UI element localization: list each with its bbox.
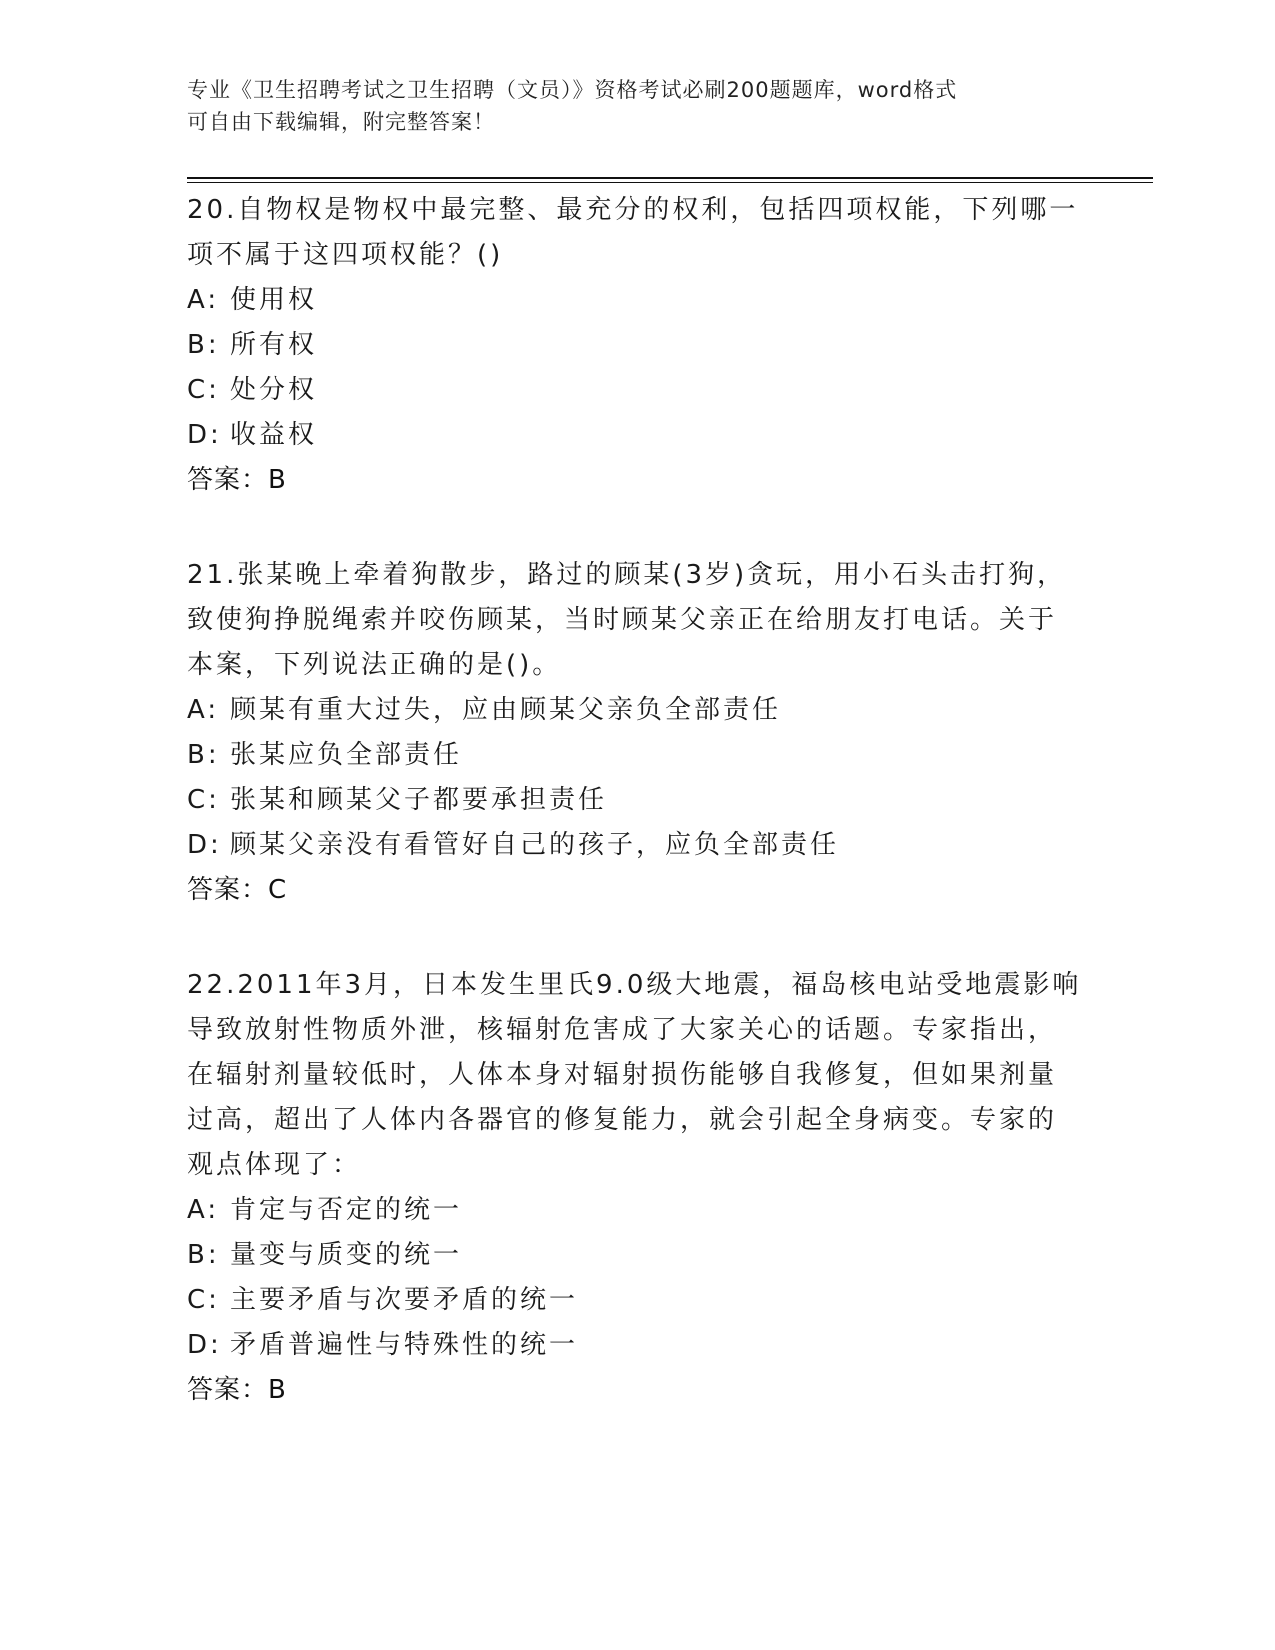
option-c xyxy=(187,1278,1087,1323)
option-text: 张某和顾某父子都要承担责任 xyxy=(230,785,608,815)
header-line-1: 专业《卫生招聘考试之卫生招聘（文员）》资格考试必刷200题题库，word格式 xyxy=(187,78,958,102)
option-text: 使用权 xyxy=(230,285,318,315)
question-stem-line: 20.自物权是物权中最完整、最充分的权利，包括四项权能，下列哪一 xyxy=(187,195,1079,225)
header-divider-thick xyxy=(187,177,1153,179)
option-key: B: xyxy=(187,740,220,770)
question-stem-line: 本案，下列说法正确的是()。 xyxy=(187,650,562,680)
option-a xyxy=(187,688,1087,733)
answer-line: 答案：B xyxy=(187,1375,287,1405)
option-text: 顾某父亲没有看管好自己的孩子，应负全部责任 xyxy=(230,830,840,860)
question-22 xyxy=(187,963,1087,1413)
option-key: C: xyxy=(187,1285,220,1315)
option-text: 顾某有重大过失，应由顾某父亲负全部责任 xyxy=(230,695,782,725)
option-text: 所有权 xyxy=(230,330,318,360)
option-c xyxy=(187,368,1087,413)
option-b xyxy=(187,1233,1087,1278)
option-key: D: xyxy=(187,830,222,860)
option-a xyxy=(187,278,1087,323)
question-list xyxy=(187,188,1087,1463)
option-d xyxy=(187,413,1087,458)
option-key: A: xyxy=(187,695,220,725)
option-b xyxy=(187,323,1087,368)
question-20 xyxy=(187,188,1087,503)
answer-line: 答案：C xyxy=(187,875,288,905)
option-text: 主要矛盾与次要矛盾的统一 xyxy=(230,1285,579,1315)
option-text: 处分权 xyxy=(230,375,318,405)
header-line-2: 可自由下载编辑，附完整答案！ xyxy=(187,110,495,134)
option-key: B: xyxy=(187,330,220,360)
option-text: 收益权 xyxy=(230,420,318,450)
option-d xyxy=(187,823,1087,868)
option-a xyxy=(187,1188,1087,1233)
document-header xyxy=(187,74,1067,138)
question-stem-line: 导致放射性物质外泄，核辐射危害成了大家关心的话题。专家指出， xyxy=(187,1015,1058,1045)
option-c xyxy=(187,778,1087,823)
option-key: A: xyxy=(187,285,220,315)
option-text: 量变与质变的统一 xyxy=(230,1240,463,1270)
header-divider-thin xyxy=(187,182,1153,183)
option-d xyxy=(187,1323,1087,1368)
option-key: D: xyxy=(187,1330,222,1360)
answer-line: 答案：B xyxy=(187,465,287,495)
option-key: C: xyxy=(187,375,220,405)
option-b xyxy=(187,733,1087,778)
option-text: 肯定与否定的统一 xyxy=(230,1195,463,1225)
question-stem-line: 项不属于这四项权能？() xyxy=(187,240,504,270)
question-stem-line: 22.2011年3月，日本发生里氏9.0级大地震，福岛核电站受地震影响 xyxy=(187,970,1082,1000)
question-stem-line: 在辐射剂量较低时，人体本身对辐射损伤能够自我修复，但如果剂量 xyxy=(187,1060,1058,1090)
question-stem-line: 21.张某晚上牵着狗散步，路过的顾某(3岁)贪玩，用小石头击打狗， xyxy=(187,560,1067,590)
question-stem-line: 过高，超出了人体内各器官的修复能力，就会引起全身病变。专家的 xyxy=(187,1105,1058,1135)
question-21 xyxy=(187,553,1087,913)
question-stem-line: 观点体现了： xyxy=(187,1150,362,1180)
option-key: D: xyxy=(187,420,222,450)
option-key: C: xyxy=(187,785,220,815)
option-text: 张某应负全部责任 xyxy=(230,740,463,770)
option-key: B: xyxy=(187,1240,220,1270)
option-key: A: xyxy=(187,1195,220,1225)
option-text: 矛盾普遍性与特殊性的统一 xyxy=(230,1330,579,1360)
question-stem-line: 致使狗挣脱绳索并咬伤顾某，当时顾某父亲正在给朋友打电话。关于 xyxy=(187,605,1058,635)
